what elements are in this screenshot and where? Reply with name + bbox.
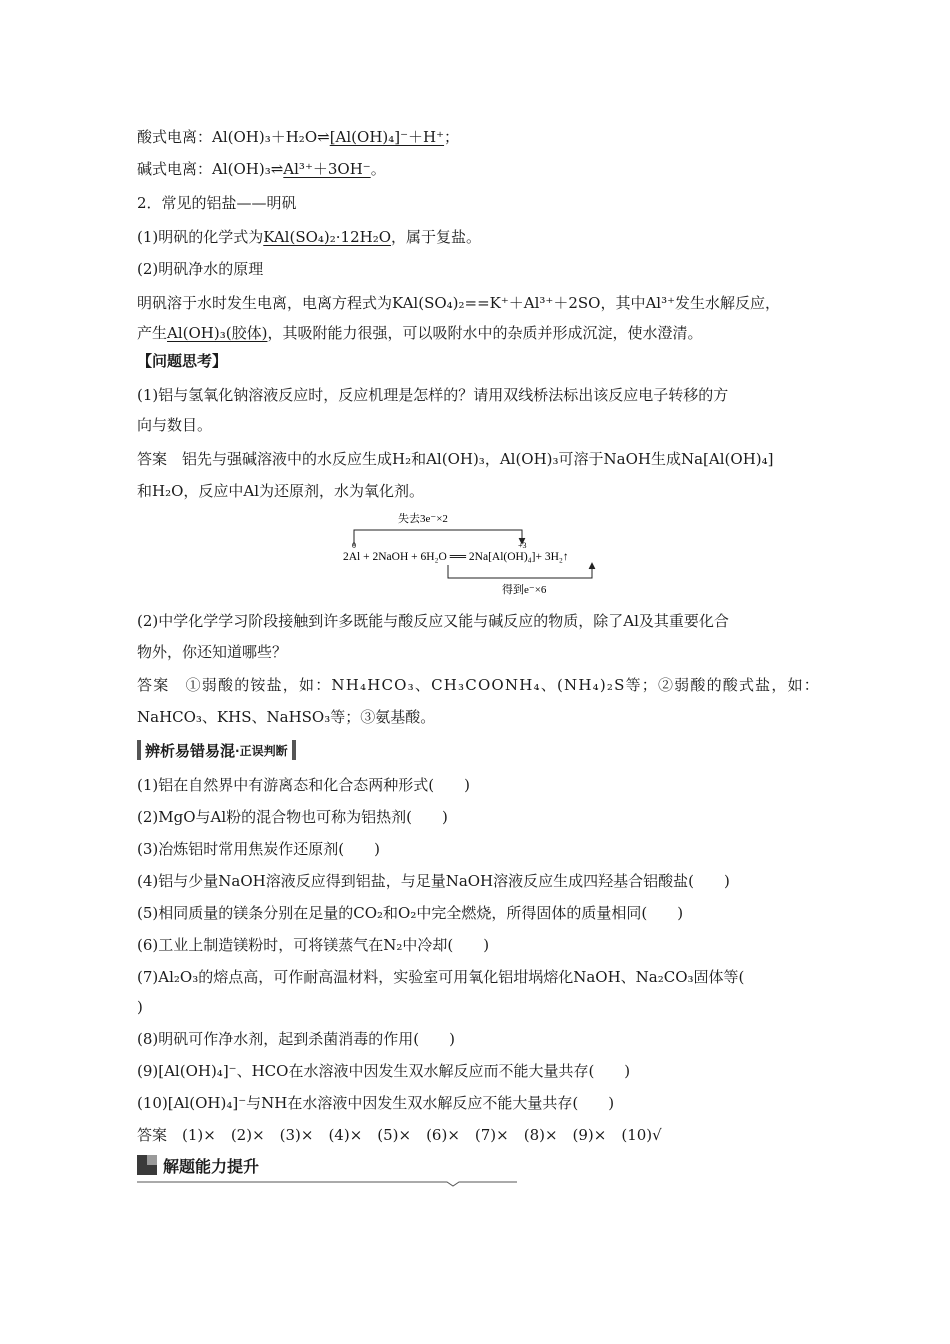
diagram-gained-label: 得到e⁻×6 (502, 584, 547, 596)
punct: 。 (370, 160, 386, 178)
judge-item-7-cont: ) (137, 998, 143, 1016)
true-false-tag (137, 738, 296, 762)
judge-item-7: (7)Al₂O₃的熔点高，可作耐高温材料，实验室可用氧化铝坩埚熔化NaOH、Na₂CO₃固体等( (137, 968, 745, 986)
question-2-line-2: 物外，你还知道哪些？ (137, 643, 288, 661)
judge-item-3: (3)冶炼铝时常用焦炭作还原剂( ) (137, 840, 380, 858)
section-divider (137, 1180, 517, 1188)
alum-formula-answer: KAl(SO₄)₂·12H₂O (263, 228, 392, 246)
alum-formula-text: (1)明矾的化学式为 (137, 228, 264, 246)
judge-item-9: (9)[Al(OH)₄]⁻、HCO在水溶液中因发生双水解反应而不能大量共存( ) (137, 1062, 631, 1080)
base-ionization-text: 碱式电离：Al(OH)₃⇌ (137, 160, 284, 178)
judge-item-6: (6)工业上制造镁粉时，可将镁蒸气在N₂中冷却( ) (137, 936, 490, 954)
judge-item-10: (10)[Al(OH)₄]⁻与NH在水溶液中因发生双水解反应不能大量共存( ) (137, 1094, 615, 1112)
judge-item-5: (5)相同质量的镁条分别在足量的CO₂和O₂中完全燃烧，所得固体的质量相同( ) (137, 904, 684, 922)
alum-purify-heading: (2)明矾净水的原理 (137, 260, 264, 278)
answer-1-line-2: 和H₂O，反应中Al为还原剂，水为氧化剂。 (137, 482, 425, 500)
heading-alum: 2．常见的铝盐——明矾 (137, 194, 297, 212)
acid-ionization-line (137, 126, 459, 148)
electron-transfer-diagram (340, 510, 615, 600)
question-1-line-2: 向与数目。 (137, 416, 213, 434)
question-1-line-1: (1)铝与氢氧化钠溶液反应时，反应机理是怎样的？请用双线桥法标出该反应电子转移的方 (137, 386, 729, 404)
colloid-text: 产生 (137, 324, 168, 342)
colloid-line (137, 322, 702, 344)
punct: ； (444, 128, 460, 146)
section-heading (137, 1152, 259, 1178)
answer-1-line-1: 答案 铝先与强碱溶液中的水反应生成H₂和Al(OH)₃，Al(OH)₃可溶于NaOH生成Na[Al(OH)₄] (137, 450, 774, 468)
answers-line: 答案 (1)× (2)× (3)× (4)× (5)× (6)× (7)× (8)× (9)× (10)√ (137, 1126, 662, 1144)
colloid-answer: Al(OH)₃(胶体) (167, 324, 268, 342)
acid-ionization-answer: [Al(OH)₄]⁻＋H⁺ (329, 128, 445, 146)
diagram-ox-right: +3 (518, 541, 527, 550)
judge-item-2: (2)MgO与Al粉的混合物也可称为铝热剂( ) (137, 808, 448, 826)
colloid-tail: ，其吸附能力很强，可以吸附水中的杂质并形成沉淀，使水澄清。 (267, 324, 703, 342)
diagram-bottom-bracket (448, 565, 592, 578)
judge-item-4: (4)铝与少量NaOH溶液反应得到铝盐，与足量NaOH溶液反应生成四羟基合铝酸盐( ) (137, 872, 730, 890)
tag-bar-right (292, 740, 296, 760)
base-ionization-answer: Al³⁺＋3OH⁻ (283, 160, 371, 178)
alum-formula-tail: ，属于复盐。 (391, 228, 482, 246)
alum-formula-line (137, 226, 481, 248)
answer-2-line-1: 答案 ①弱酸的铵盐，如：NH₄HCO₃、CH₃COONH₄、(NH₄)₂S等；②弱酸的酸式盐，如： (137, 676, 820, 694)
judge-item-1: (1)铝在自然界中有游离态和化合态两种形式( ) (137, 776, 470, 794)
tag-main-label: 辨析易错易混 (145, 741, 236, 760)
question-2-line-1: (2)中学化学学习阶段接触到许多既能与酸反应又能与碱反应的物质，除了Al及其重要化合 (137, 612, 729, 630)
section-title: 解题能力提升 (163, 1156, 260, 1176)
problem-thinking-heading: 【问题思考】 (137, 352, 228, 370)
judge-item-8: (8)明矾可作净水剂，起到杀菌消毒的作用( ) (137, 1030, 455, 1048)
diagram-bottom-arrowhead (589, 563, 595, 569)
tag-bar-left (137, 740, 141, 760)
diagram-equation: 2Al + 2NaOH + 6H₂O ══ 2Na[Al(OH)₄]+ 3H₂↑ (343, 551, 569, 563)
answer-2-line-2: NaHCO₃、KHS、NaHSO₃等；③氨基酸。 (137, 708, 436, 726)
diagram-ox-left: 0 (352, 541, 356, 550)
alum-ionization-paragraph: 明矾溶于水时发生电离，电离方程式为KAl(SO₄)₂==K⁺＋Al³⁺＋2SO，其中Al³⁺发生水解反应， (137, 294, 781, 312)
tag-sub-label: ·正误判断 (235, 743, 288, 758)
base-ionization-line (137, 158, 386, 180)
diagram-top-bracket (354, 530, 522, 546)
acid-ionization-text: 酸式电离：Al(OH)₃＋H₂O⇌ (137, 128, 330, 146)
section-square-icon (137, 1155, 157, 1175)
diagram-lost-label: 失去3e⁻×2 (398, 513, 448, 525)
